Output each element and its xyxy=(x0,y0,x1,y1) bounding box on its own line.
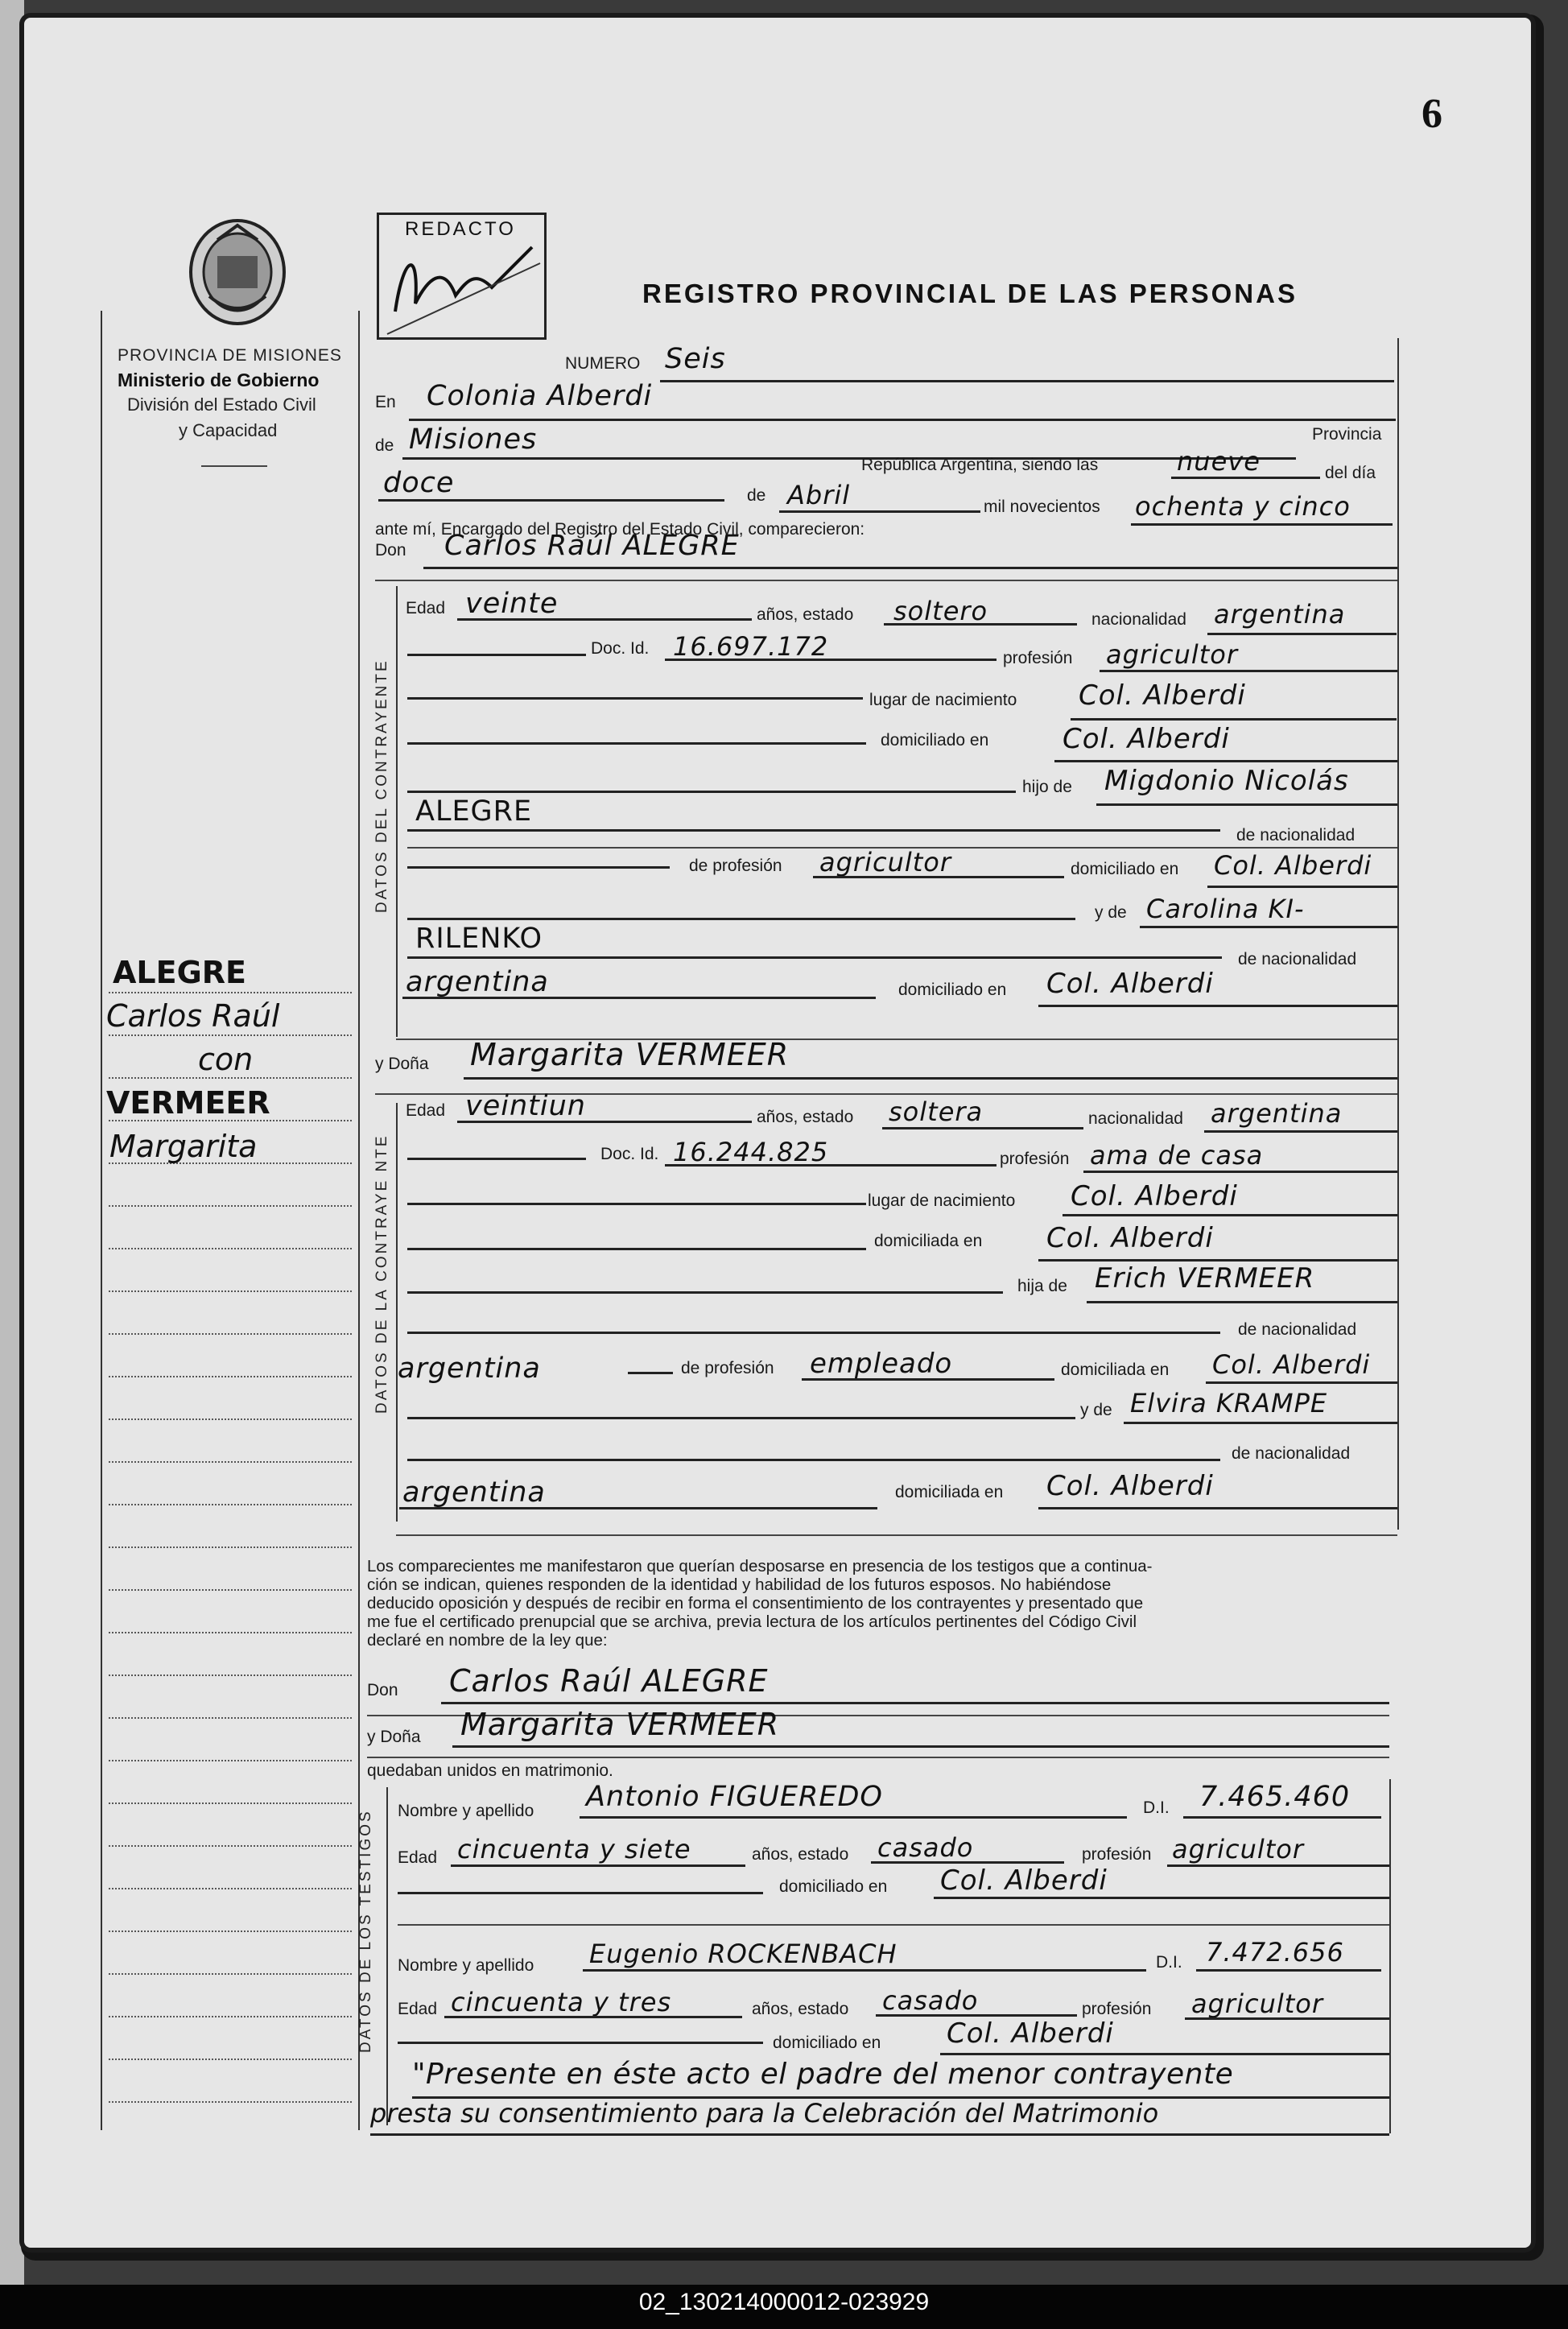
bride-box-bottom xyxy=(396,1534,1397,1536)
margin-dotted-line xyxy=(109,1888,352,1889)
margin-note-surname-2: VERMEER xyxy=(106,1085,270,1121)
groom-madre-dom-label: domiciliado en xyxy=(898,981,1007,999)
groom-doc: 16.697.172 xyxy=(673,631,829,662)
lugar-value: Colonia Alberdi xyxy=(427,380,653,412)
w2-prof-label: profesión xyxy=(1082,2000,1152,2018)
de-label: de xyxy=(375,436,394,455)
decl-dona-line-2 xyxy=(367,1757,1389,1758)
bride-padre-domicilio: Col. Alberdi xyxy=(1212,1349,1371,1380)
footer-code: 02_130214000012-023929 xyxy=(638,2289,930,2315)
bride-dom-label: domiciliada en xyxy=(874,1232,983,1250)
note-line-1: "Presente en éste acto el padre del menor contrayente xyxy=(412,2058,1234,2091)
groom-domicilio: Col. Alberdi xyxy=(1063,723,1230,755)
anio-line xyxy=(1131,523,1393,526)
provincia-value: Misiones xyxy=(409,423,538,456)
w1-dom-line xyxy=(934,1897,1389,1899)
bride-lugar-line xyxy=(1063,1214,1397,1216)
bride-doc: 16.244.825 xyxy=(673,1137,829,1167)
numero-value: Seis xyxy=(665,343,726,375)
groom-madre-pre-line xyxy=(407,918,1075,920)
groom-padre-nac-label: de nacionalidad xyxy=(1236,826,1355,844)
groom-padre-2: ALEGRE xyxy=(415,795,533,828)
bride-lugar-pre-line xyxy=(407,1203,866,1205)
margin-dotted-line xyxy=(109,1034,352,1036)
margin-dotted-line xyxy=(109,1589,352,1591)
groom-anos-label: años, estado xyxy=(757,605,854,624)
w2-estado-line xyxy=(876,2014,1077,2017)
bride-madre-line xyxy=(1124,1422,1397,1424)
de-mes-label: de xyxy=(747,486,766,505)
margin-dotted-line xyxy=(109,1333,352,1335)
groom-lugar-label: lugar de nacimiento xyxy=(869,691,1017,709)
paragraph-line-2: ción se indican, quienes responden de la identidad y habilidad de los futuros esposos. No habiéndose xyxy=(367,1575,1112,1594)
groom-madre-line xyxy=(1140,926,1397,928)
groom-edad: veinte xyxy=(465,588,559,620)
ante-label: ante mí, Encargado del Registro del Estado Civil, comparecieron: xyxy=(375,520,865,539)
w2-edad-label: Edad xyxy=(398,2000,438,2018)
groom-profesion: agricultor xyxy=(1106,639,1239,670)
groom-padre-dom-line xyxy=(1207,886,1397,888)
w1-name: Antonio FIGUEREDO xyxy=(586,1781,883,1813)
groom-padre-prof-line xyxy=(813,876,1064,878)
groom-padre-line xyxy=(1096,803,1397,806)
groom-doc-line xyxy=(665,659,997,661)
margin-dotted-line xyxy=(109,1973,352,1975)
groom-name-line xyxy=(423,567,1397,569)
bride-padre-dom-line xyxy=(1206,1381,1397,1384)
margin-dotted-line xyxy=(109,2016,352,2017)
w1-estado-line xyxy=(871,1861,1064,1864)
groom-hijo-label: hijo de xyxy=(1022,778,1072,796)
provincial-seal-icon xyxy=(185,216,290,328)
paragraph-line-3: deducido oposición y después de recibir en forma el consentimiento de los contrayentes y presentado que xyxy=(367,1594,1144,1613)
margin-dotted-line xyxy=(109,1674,352,1676)
note-line-2: presta su consentimiento para la Celebración del Matrimonio xyxy=(370,2098,1159,2129)
w2-edad-line xyxy=(444,2016,742,2018)
bride-estado-line xyxy=(882,1127,1083,1129)
form-title: REGISTRO PROVINCIAL DE LAS PERSONAS xyxy=(642,279,1298,308)
del-dia-label: del día xyxy=(1325,464,1376,482)
w1-bottom-line xyxy=(398,1924,1389,1926)
note-line-2-rule xyxy=(370,2133,1389,2136)
groom-estado: soltero xyxy=(893,596,988,626)
bride-lugar-label: lugar de nacimiento xyxy=(868,1191,1016,1210)
bride-madre-dom-label: domiciliada en xyxy=(895,1483,1004,1501)
side-label-testigos: DATOS DE LOS TESTIGOS xyxy=(357,1809,374,2053)
don-label: Don xyxy=(375,541,406,560)
bride-doc-pre-line xyxy=(407,1158,586,1160)
w2-edad: cincuenta y tres xyxy=(451,1987,672,2017)
margin-dotted-line xyxy=(109,1376,352,1377)
decl-don-label: Don xyxy=(367,1681,398,1699)
groom-doc-label: Doc. Id. xyxy=(591,639,650,658)
margin-dotted-line xyxy=(109,1845,352,1847)
margin-note-given-2: Margarita xyxy=(109,1129,258,1164)
mes-value: Abril xyxy=(787,480,851,510)
margin-dotted-line xyxy=(109,1504,352,1505)
bride-nac-label: nacionalidad xyxy=(1088,1109,1183,1128)
bride-name-line xyxy=(464,1077,1397,1080)
bride-padre-nac-dash xyxy=(628,1372,673,1374)
side-label-contrayenta: DATOS DE LA CONTRAYE NTE xyxy=(373,1134,390,1414)
margin-dotted-line xyxy=(109,1077,352,1079)
margin-line xyxy=(101,311,102,2130)
margin-dotted-line xyxy=(109,1931,352,1932)
groom-madre-nacionalidad: argentina xyxy=(406,966,549,998)
w1-dom-pre-line xyxy=(398,1892,763,1894)
provincia-label: Provincia xyxy=(1312,425,1382,444)
bride-doc-line xyxy=(665,1164,997,1167)
bride-padre-profesion: empleado xyxy=(810,1348,953,1380)
margin-dotted-line xyxy=(109,2059,352,2060)
margin-dotted-line xyxy=(109,1461,352,1463)
decl-dona-name: Margarita VERMEER xyxy=(460,1707,780,1742)
margin-dotted-line xyxy=(109,1290,352,1292)
bride-domicilio: Col. Alberdi xyxy=(1046,1222,1214,1254)
groom-dom-line xyxy=(1054,760,1397,762)
margin-dotted-line xyxy=(109,992,352,993)
paragraph-line-4: me fue el certificado prenupcial que se archiva, previa lectura de los artículos pertinentes del Código Civil xyxy=(367,1613,1137,1631)
bride-madre: Elvira KRAMPE xyxy=(1130,1388,1328,1418)
bride-nac-line xyxy=(1204,1130,1397,1133)
margin-dotted-line xyxy=(109,1802,352,1804)
w2-di-label: D.I. xyxy=(1156,1953,1182,1972)
w1-domicilio: Col. Alberdi xyxy=(940,1864,1108,1897)
w1-nombre-label: Nombre y apellido xyxy=(398,1802,534,1820)
margin-dotted-line xyxy=(109,1418,352,1420)
groom-nac-line xyxy=(1207,633,1397,635)
anio-value: ochenta y cinco xyxy=(1135,491,1351,522)
groom-nac-label: nacionalidad xyxy=(1091,610,1186,629)
bride-dom-pre-line xyxy=(407,1248,866,1250)
bride-doc-label: Doc. Id. xyxy=(600,1145,659,1163)
decl-dona-label: y Doña xyxy=(367,1728,421,1746)
groom-name-line-2 xyxy=(375,580,1397,581)
groom-madre2-line xyxy=(407,956,1222,959)
org-line-4: y Capacidad xyxy=(179,420,278,440)
decl-dona-line xyxy=(452,1745,1389,1748)
w2-nombre-label: Nombre y apellido xyxy=(398,1956,534,1975)
margin-dotted-line xyxy=(109,1717,352,1719)
w1-name-line xyxy=(580,1816,1127,1819)
groom-box-left xyxy=(396,586,398,1037)
w2-anos-label: años, estado xyxy=(752,2000,849,2018)
groom-madre-dom-line xyxy=(1038,1005,1397,1007)
bride-madre-domicilio: Col. Alberdi xyxy=(1046,1470,1214,1502)
margin-note-surname-1: ALEGRE xyxy=(113,955,246,990)
w2-name: Eugenio ROCKENBACH xyxy=(589,1939,897,1969)
groom-padre-profesion: agricultor xyxy=(819,847,952,878)
bride-prof-line xyxy=(1083,1171,1397,1173)
org-line-1: PROVINCIA DE MISIONES xyxy=(118,346,342,365)
w2-di: 7.472.656 xyxy=(1206,1937,1344,1968)
groom-lugar: Col. Alberdi xyxy=(1079,679,1246,712)
bride-lugar: Col. Alberdi xyxy=(1071,1180,1238,1212)
groom-doc-pre-line xyxy=(407,654,586,656)
groom-padre2-line xyxy=(407,829,1220,832)
provincia-line xyxy=(402,457,1296,460)
bride-estado: soltera xyxy=(889,1096,984,1127)
paragraph-line-5: declaré en nombre de la ley que: xyxy=(367,1631,608,1650)
w2-domicilio: Col. Alberdi xyxy=(947,2017,1114,2050)
bride-dom-line xyxy=(1038,1259,1397,1262)
org-divider xyxy=(201,465,267,467)
bride-padre-nac-label: de nacionalidad xyxy=(1238,1320,1357,1339)
margin-dotted-line xyxy=(109,1248,352,1249)
hora-line xyxy=(1171,477,1320,479)
org-line-2: Ministerio de Gobierno xyxy=(118,370,320,390)
margin-note-given-1: Carlos Raúl xyxy=(106,998,280,1034)
bride-edad: veintiun xyxy=(465,1090,586,1122)
dia-value: doce xyxy=(383,467,455,499)
w1-edad-label: Edad xyxy=(398,1848,438,1867)
w2-dom-line xyxy=(940,2053,1389,2055)
w2-dom-pre-line xyxy=(398,2042,763,2044)
w1-estado: casado xyxy=(877,1832,974,1863)
groom-madre-nac-line xyxy=(402,997,876,999)
bride-padre: Erich VERMEER xyxy=(1095,1262,1315,1295)
bride-edad-label: Edad xyxy=(406,1101,446,1120)
groom-padre-prof-pre-line xyxy=(407,866,670,869)
w2-name-line xyxy=(583,1969,1146,1972)
margin-dotted-line xyxy=(109,2101,352,2103)
witness-box-right xyxy=(1389,1779,1391,2133)
page-number: 6 xyxy=(1422,91,1442,137)
numero-line xyxy=(660,380,1394,382)
bride-box-left xyxy=(396,1103,398,1522)
decl-don-name: Carlos Raúl ALEGRE xyxy=(449,1663,769,1699)
quedaban-label: quedaban unidos en matrimonio. xyxy=(367,1761,613,1780)
groom-name: Carlos Raúl ALEGRE xyxy=(444,530,740,562)
bride-madre-dom-line xyxy=(1038,1507,1397,1509)
numero-label: NUMERO xyxy=(565,354,641,373)
mil-label: mil novecientos xyxy=(984,498,1100,516)
w2-di-line xyxy=(1196,1969,1381,1972)
bride-madre-nac-line xyxy=(399,1507,877,1509)
bride-anos-label: años, estado xyxy=(757,1108,854,1126)
margin-dotted-line xyxy=(109,1205,352,1207)
w2-estado: casado xyxy=(882,1985,979,2016)
bride-padre-pre-line xyxy=(407,1291,1003,1294)
groom-madre-nac-label: de nacionalidad xyxy=(1238,950,1357,968)
bride-padre-nac-pre-line xyxy=(407,1332,1220,1334)
groom-padre-pre-line xyxy=(407,791,1016,793)
groom-padre-domicilio: Col. Alberdi xyxy=(1214,850,1372,881)
groom-lugar-pre-line xyxy=(407,697,863,700)
w1-di-line xyxy=(1183,1816,1381,1819)
groom-madre-1: Carolina KI- xyxy=(1146,894,1305,924)
bride-profesion: ama de casa xyxy=(1090,1140,1264,1171)
margin-dotted-line xyxy=(109,1760,352,1761)
decl-don-line xyxy=(441,1702,1389,1704)
side-label-contrayente: DATOS DEL CONTRAYENTE xyxy=(373,659,390,913)
y-dona-label: y Doña xyxy=(375,1055,429,1073)
w1-edad-line xyxy=(451,1864,745,1867)
w1-profesion: agricultor xyxy=(1172,1834,1305,1864)
consent-paragraph xyxy=(367,1557,1152,1650)
bride-y-de-label: y de xyxy=(1080,1401,1112,1419)
redacto-stamp xyxy=(377,213,547,340)
groom-madre-domicilio: Col. Alberdi xyxy=(1046,968,1214,1000)
bride-padre-line xyxy=(1087,1301,1397,1303)
republica-label: República Argentina, siendo las xyxy=(861,456,1099,474)
groom-padre-1: Migdonio Nicolás xyxy=(1104,765,1349,797)
margin-dotted-line xyxy=(109,1632,352,1633)
bride-name: Margarita VERMEER xyxy=(470,1037,790,1072)
bride-nacionalidad: argentina xyxy=(1211,1098,1343,1129)
bride-prof-label: profesión xyxy=(1000,1150,1070,1168)
bride-hija-label: hija de xyxy=(1017,1277,1067,1295)
w1-di: 7.465.460 xyxy=(1199,1781,1351,1813)
stamp-signature-icon xyxy=(379,215,544,337)
w1-anos-label: años, estado xyxy=(752,1845,849,1864)
groom-padre-prof-label: de profesión xyxy=(689,857,782,875)
bride-padre-prof-label: de profesión xyxy=(681,1359,774,1377)
book-spine xyxy=(0,0,24,2329)
w1-edad: cincuenta y siete xyxy=(457,1834,691,1864)
groom-estado-line xyxy=(884,623,1077,626)
bride-madre-pre-line xyxy=(407,1417,1075,1419)
bride-padre-prof-line xyxy=(802,1378,1054,1381)
w1-di-label: D.I. xyxy=(1143,1798,1170,1817)
groom-madre-2: RILENKO xyxy=(415,923,543,955)
bride-madre-nacionalidad: argentina xyxy=(402,1476,546,1509)
bride-padre-dom-label: domiciliada en xyxy=(1061,1361,1170,1379)
groom-dom-pre-line xyxy=(407,742,866,745)
dia-line xyxy=(378,499,724,502)
margin-dotted-line xyxy=(109,1546,352,1548)
redacto-stamp-label: REDACTO xyxy=(405,218,516,240)
groom-padre-dom-label: domiciliado en xyxy=(1071,860,1179,878)
mes-line xyxy=(779,510,980,513)
groom-prof-label: profesión xyxy=(1003,649,1073,667)
w1-prof-label: profesión xyxy=(1082,1845,1152,1864)
w1-prof-line xyxy=(1167,1864,1389,1867)
org-line-3: División del Estado Civil xyxy=(127,394,316,415)
w1-dom-label: domiciliado en xyxy=(779,1877,888,1896)
margin-note-con: con xyxy=(198,1042,254,1077)
paragraph-line-1: Los comparecientes me manifestaron que querían desposarse en presencia de los testigos que a continua- xyxy=(367,1557,1153,1575)
groom-y-de-label: y de xyxy=(1095,903,1127,922)
groom-lugar-line xyxy=(1071,718,1397,721)
w2-dom-label: domiciliado en xyxy=(773,2034,881,2052)
w2-prof-line xyxy=(1185,2017,1389,2020)
bride-padre-nacionalidad: argentina xyxy=(398,1352,541,1385)
en-line xyxy=(409,419,1396,421)
bride-edad-line xyxy=(457,1121,752,1123)
w2-profesion: agricultor xyxy=(1191,1988,1324,2019)
groom-prof-line xyxy=(1100,670,1397,672)
bride-madre-nac-label: de nacionalidad xyxy=(1232,1444,1351,1463)
groom-edad-label: Edad xyxy=(406,599,446,617)
groom-edad-line xyxy=(457,618,752,621)
groom-nacionalidad: argentina xyxy=(1214,599,1346,630)
header-right-line xyxy=(1397,338,1399,1530)
hora-value: nueve xyxy=(1177,446,1261,477)
witness-box-left xyxy=(386,1787,388,2125)
en-label: En xyxy=(375,393,396,411)
groom-dom-label: domiciliado en xyxy=(881,731,989,749)
bride-madre-nac-pre-line xyxy=(407,1459,1220,1461)
